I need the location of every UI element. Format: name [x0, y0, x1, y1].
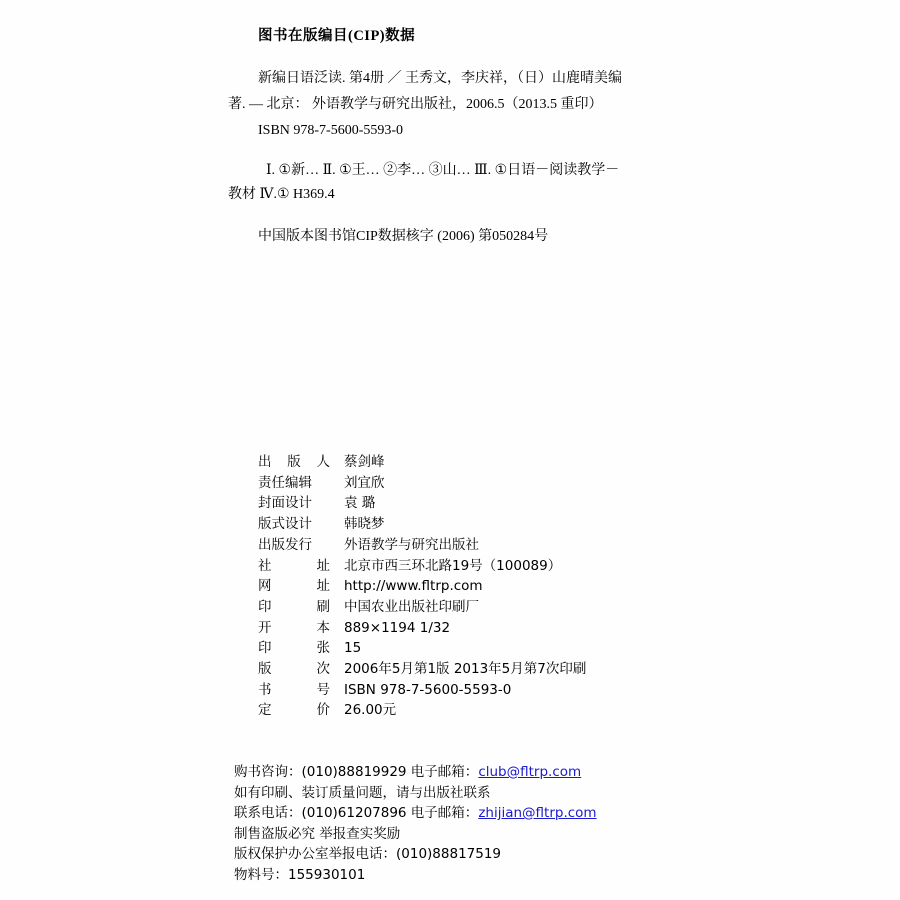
colophon-value: 刘宜欣 [344, 474, 385, 491]
colophon-label-part: 印 [258, 598, 272, 615]
colophon-row [258, 618, 778, 639]
colophon-label [258, 514, 330, 535]
colophon-table [258, 452, 778, 721]
colophon-row [258, 452, 778, 473]
colophon-label-part: 出 [258, 454, 272, 470]
cip-classification-line-2: 教材 Ⅳ.① H369.4 [228, 187, 335, 202]
cip-record-number: 中国版本图书馆CIP数据核字 (2006) 第050284号 [258, 229, 549, 244]
colophon-value: 蔡剑峰 [344, 454, 385, 470]
colophon-label-part: 次 [316, 661, 330, 678]
colophon-label-part: 本 [316, 619, 330, 636]
colophon-label [258, 700, 330, 721]
colophon-label-part: 价 [316, 702, 330, 719]
colophon-label-part: 定 [258, 702, 272, 719]
quality-notice-line: 如有印刷、装订质量问题，请与出版社联系 [234, 784, 491, 801]
copyright-office-line: 版权保护办公室举报电话：(010)88817519 [234, 846, 502, 862]
colophon-label [258, 576, 330, 597]
colophon-label [258, 535, 330, 556]
colophon-row [258, 493, 778, 514]
colophon-label-part: 版式设计 [258, 516, 312, 533]
contact-phone-text: 联系电话：(010)61207896 电子邮箱： [234, 805, 479, 821]
cip-classification-line-1: Ⅰ. ①新… Ⅱ. ①王… ②李… ③山… Ⅲ. ①日语－阅读教学－ [266, 163, 620, 178]
colophon-label-part: 开 [258, 619, 272, 636]
colophon-label [258, 638, 330, 659]
colophon-row [258, 556, 778, 577]
colophon-label-part: 出版发行 [258, 536, 312, 553]
colophon-label-part: 印 [258, 640, 272, 657]
colophon-row [258, 535, 778, 556]
cip-block [228, 24, 688, 249]
material-number-line: 物料号：155930101 [234, 866, 366, 883]
colophon-row [258, 638, 778, 659]
colophon-label [258, 452, 330, 473]
colophon-label [258, 659, 330, 680]
colophon-label-part: 社 [258, 557, 272, 574]
colophon-label [258, 680, 330, 701]
colophon-value: 韩晓梦 [344, 516, 385, 533]
colophon-row [258, 514, 778, 535]
purchase-inquiry-line [234, 762, 794, 783]
purchase-inquiry-text: 购书咨询：(010)88819929 电子邮箱： [234, 764, 479, 780]
club-email-link[interactable]: club@fltrp.com [478, 764, 582, 780]
colophon-value: 15 [344, 640, 362, 657]
colophon-value: 889×1194 1/32 [344, 619, 451, 636]
colophon-label-part: 址 [316, 578, 330, 595]
colophon-row [258, 680, 778, 701]
colophon-label-part: 张 [316, 640, 330, 657]
colophon-value: 2006年5月第1版 2013年5月第7次印刷 [344, 661, 587, 678]
colophon-label-part: 号 [316, 681, 330, 698]
cip-entry-line-2: 著. — 北京： 外语教学与研究出版社，2006.5（2013.5 重印） [228, 97, 603, 112]
contact-block [234, 762, 794, 885]
colophon-label [258, 556, 330, 577]
colophon-value-website: http://www.fltrp.com [344, 578, 483, 595]
colophon-label-part: 人 [316, 454, 330, 470]
colophon-label-part: 版 [287, 454, 301, 470]
colophon-label [258, 473, 330, 494]
colophon-label-part: 版 [258, 661, 272, 678]
colophon-label-part: 网 [258, 578, 272, 595]
colophon-row [258, 700, 778, 721]
colophon-value: 外语教学与研究出版社 [344, 536, 479, 553]
colophon-label [258, 493, 330, 514]
colophon-row [258, 597, 778, 618]
contact-phone-line [234, 803, 794, 824]
cip-classification [228, 159, 688, 207]
colophon-value-price: 26.00元 [344, 702, 397, 719]
colophon-label-part: 刷 [316, 598, 330, 615]
colophon-label-part: 责任编辑 [258, 474, 312, 491]
cip-entry-line-1: 新编日语泛读. 第4册 ／ 王秀文，李庆祥，（日）山鹿晴美编 [258, 71, 622, 86]
zhijian-email-link[interactable]: zhijian@fltrp.com [478, 805, 597, 821]
colophon-label-part: 书 [258, 681, 272, 698]
colophon-value-isbn: ISBN 978-7-5600-5593-0 [344, 681, 512, 698]
colophon-value: 中国农业出版社印刷厂 [344, 598, 479, 615]
colophon-row [258, 576, 778, 597]
colophon-row [258, 659, 778, 680]
colophon-row [258, 473, 778, 494]
colophon-value: 北京市西三环北路19号（100089） [344, 557, 562, 574]
colophon-label-part: 封面设计 [258, 495, 312, 512]
cip-heading: 图书在版编目(CIP)数据 [258, 28, 416, 44]
colophon-label-part: 址 [316, 557, 330, 574]
colophon-label [258, 618, 330, 639]
cip-isbn: ISBN 978-7-5600-5593-0 [258, 123, 404, 138]
colophon-label [258, 597, 330, 618]
colophon-value: 袁 璐 [344, 495, 376, 512]
anti-piracy-line: 制售盗版必究 举报查实奖励 [234, 825, 401, 842]
